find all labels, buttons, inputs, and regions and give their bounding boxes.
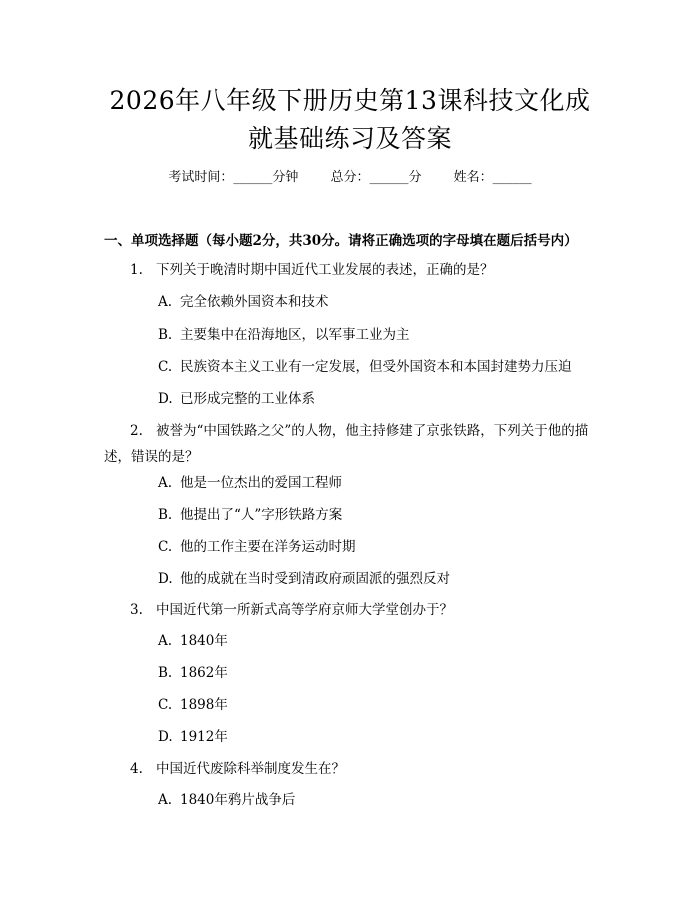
option-text: 他提出了“人”字形铁路方案 xyxy=(180,507,343,523)
option-text: 1862年 xyxy=(180,665,228,681)
time-label: 考试时间： xyxy=(168,170,234,185)
question-text: 被誉为“中国铁路之父”的人物，他主持修建了京张铁路，下列关于他的描述，错误的是？ xyxy=(104,423,589,465)
time-blank: ______ xyxy=(233,170,273,185)
question-number: 1. xyxy=(130,262,143,278)
question-4-option-a xyxy=(158,790,295,810)
question-2-option-d xyxy=(158,569,450,589)
option-label: C. xyxy=(158,539,173,555)
option-label: C. xyxy=(158,359,173,375)
option-label: D. xyxy=(158,729,173,745)
option-text: 他是一位杰出的爱国工程师 xyxy=(180,475,342,491)
exam-name xyxy=(454,170,532,185)
question-3 xyxy=(104,597,601,623)
option-label: C. xyxy=(158,697,173,713)
score-label: 总分： xyxy=(330,170,370,185)
option-text: 已形成完整的工业体系 xyxy=(180,391,315,407)
name-blank: ______ xyxy=(492,170,532,185)
question-2 xyxy=(104,418,601,470)
question-1-option-c xyxy=(158,357,572,377)
title-line-2: 就基础练习及答案 xyxy=(247,124,452,153)
option-text: 民族资本主义工业有一定发展，但受外国资本和本国封建势力压迫 xyxy=(180,359,572,375)
time-unit: 分钟 xyxy=(272,170,299,185)
question-text: 中国近代第一所新式高等学府京师大学堂创办于？ xyxy=(156,602,453,618)
question-4 xyxy=(104,756,601,782)
question-3-option-b xyxy=(158,663,228,683)
option-text: 1898年 xyxy=(180,697,228,713)
question-1-option-b xyxy=(158,325,410,345)
section-heading: 一、单项选择题（每小题2分，共30分。请将正确选项的字母填在题后括号内） xyxy=(104,233,578,249)
question-2-option-a xyxy=(158,473,342,493)
name-label: 姓名： xyxy=(453,170,493,185)
score-unit: 分 xyxy=(408,170,422,185)
question-number: 4. xyxy=(130,761,143,777)
question-2-option-b xyxy=(158,505,342,525)
option-label: A. xyxy=(158,294,173,310)
option-label: A. xyxy=(158,475,173,491)
question-text: 下列关于晚清时期中国近代工业发展的表述，正确的是？ xyxy=(156,262,494,278)
option-text: 完全依赖外国资本和技术 xyxy=(180,294,329,310)
option-label: A. xyxy=(158,792,173,808)
question-number: 2. xyxy=(130,423,143,439)
question-1-option-a xyxy=(158,292,329,312)
title-line-1: 2026年八年级下册历史第13课科技文化成 xyxy=(109,86,591,115)
question-3-option-a xyxy=(158,631,228,651)
exam-time xyxy=(168,170,298,185)
question-number: 3. xyxy=(130,602,143,618)
option-label: B. xyxy=(158,327,173,343)
option-label: D. xyxy=(158,391,173,407)
score-blank: ______ xyxy=(369,170,409,185)
option-text: 主要集中在沿海地区，以军事工业为主 xyxy=(180,327,410,343)
exam-meta xyxy=(0,168,700,188)
exam-score xyxy=(330,170,421,185)
question-1-option-d xyxy=(158,389,315,409)
question-3-option-c xyxy=(158,695,228,715)
option-label: D. xyxy=(158,571,173,587)
question-1 xyxy=(104,257,601,283)
option-label: A. xyxy=(158,633,173,649)
option-label: B. xyxy=(158,665,173,681)
question-2-option-c xyxy=(158,537,356,557)
question-text: 中国近代废除科举制度发生在？ xyxy=(156,761,345,777)
option-text: 1912年 xyxy=(180,729,228,745)
option-text: 他的工作主要在洋务运动时期 xyxy=(180,539,356,555)
option-label: B. xyxy=(158,507,173,523)
option-text: 他的成就在当时受到清政府顽固派的强烈反对 xyxy=(180,571,450,587)
question-3-option-d xyxy=(158,727,228,747)
option-text: 1840年鸦片战争后 xyxy=(180,792,296,808)
option-text: 1840年 xyxy=(180,633,228,649)
document-title xyxy=(70,82,630,158)
